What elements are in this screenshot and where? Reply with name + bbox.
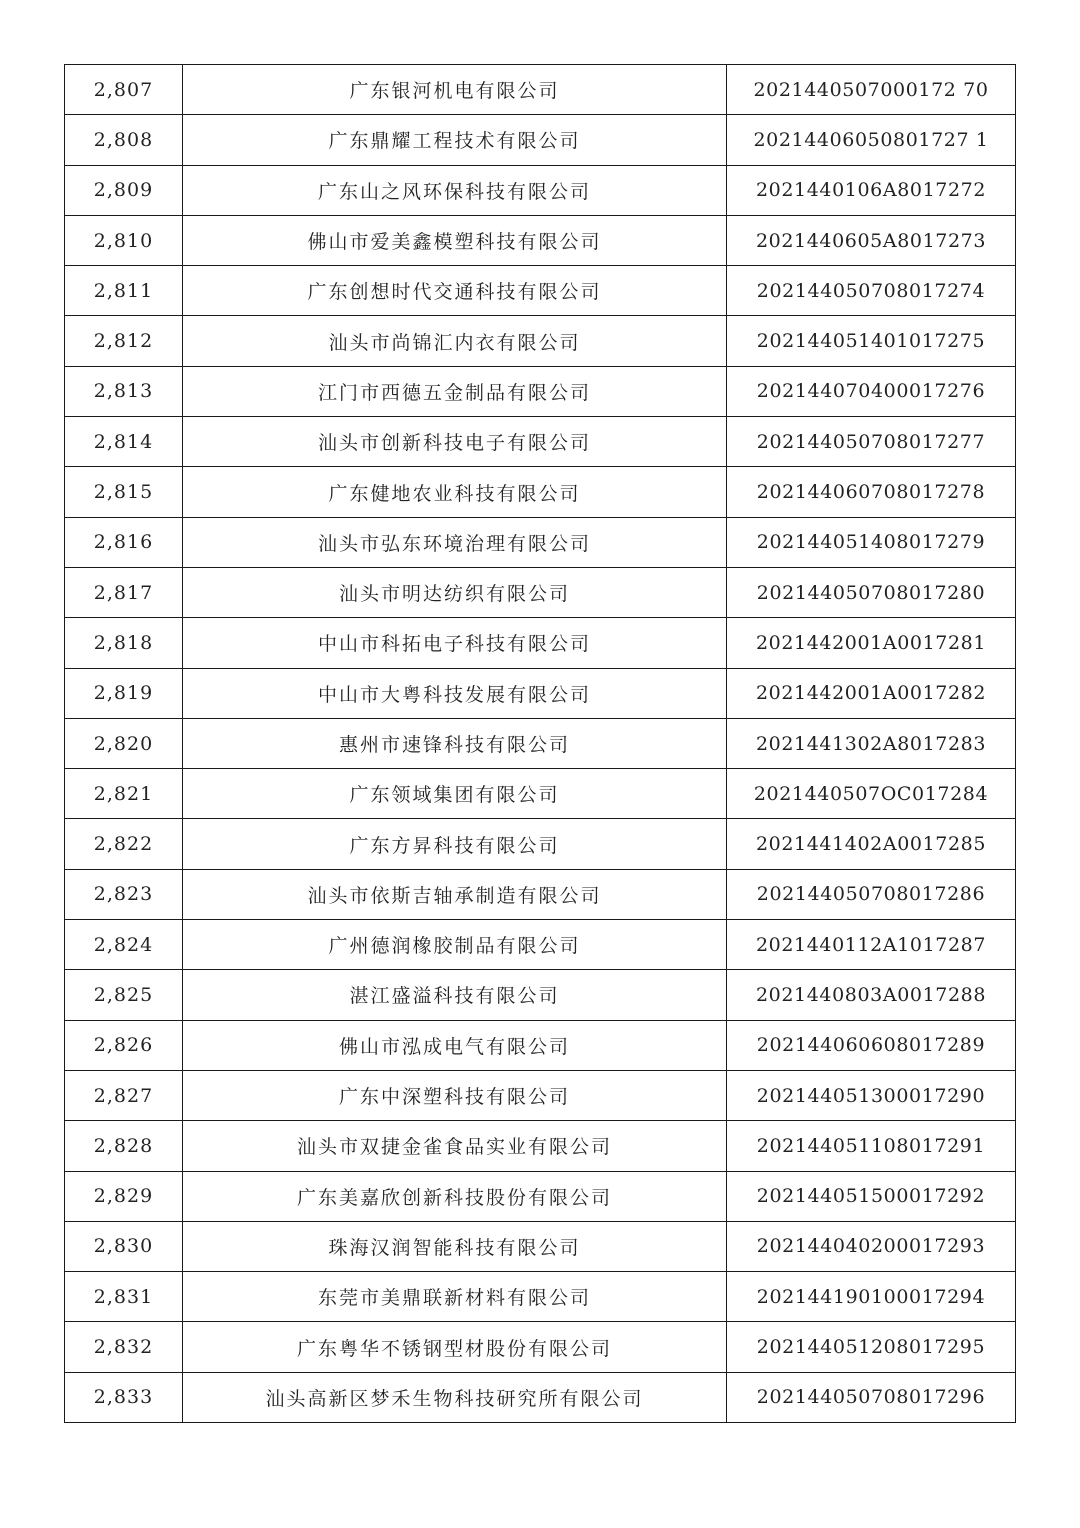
table-row: [65, 970, 1016, 1020]
certificate-number-cell: 202144050708017274: [727, 266, 1016, 316]
row-number-cell: 2,822: [65, 819, 183, 869]
company-name-cell: 东莞市美鼎联新材料有限公司: [183, 1272, 727, 1322]
table-row: [65, 65, 1016, 115]
row-number-cell: 2,826: [65, 1020, 183, 1070]
table-row: [65, 1070, 1016, 1120]
certificate-number-cell: 202144070400017276: [727, 366, 1016, 416]
table-row: [65, 869, 1016, 919]
row-number-cell: 2,809: [65, 165, 183, 215]
company-name-cell: 广东银河机电有限公司: [183, 65, 727, 115]
table-row: [65, 1020, 1016, 1070]
company-name-cell: 广东粤华不锈钢型材股份有限公司: [183, 1322, 727, 1372]
company-name-cell: 广东山之风环保科技有限公司: [183, 165, 727, 215]
row-number-cell: 2,828: [65, 1121, 183, 1171]
certificate-number-cell: 202144060708017278: [727, 467, 1016, 517]
table-row: [65, 1221, 1016, 1271]
table-row: [65, 467, 1016, 517]
row-number-cell: 2,819: [65, 668, 183, 718]
company-name-cell: 广东鼎耀工程技术有限公司: [183, 115, 727, 165]
certificate-number-cell: 202144190100017294: [727, 1272, 1016, 1322]
table-row: [65, 366, 1016, 416]
company-name-cell: 汕头高新区梦禾生物科技研究所有限公司: [183, 1372, 727, 1422]
row-number-cell: 2,807: [65, 65, 183, 115]
table-row: [65, 1372, 1016, 1422]
company-list-table: [64, 64, 1016, 1423]
row-number-cell: 2,832: [65, 1322, 183, 1372]
certificate-number-cell: 2021440803A0017288: [727, 970, 1016, 1020]
certificate-number-cell: 2021441402A0017285: [727, 819, 1016, 869]
company-name-cell: 珠海汉润智能科技有限公司: [183, 1221, 727, 1271]
company-name-cell: 汕头市弘东环境治理有限公司: [183, 517, 727, 567]
row-number-cell: 2,810: [65, 215, 183, 265]
company-name-cell: 汕头市依斯吉轴承制造有限公司: [183, 869, 727, 919]
company-name-cell: 汕头市明达纺织有限公司: [183, 567, 727, 617]
row-number-cell: 2,815: [65, 467, 183, 517]
certificate-number-cell: 2021440507OC017284: [727, 769, 1016, 819]
table-row: [65, 668, 1016, 718]
row-number-cell: 2,816: [65, 517, 183, 567]
row-number-cell: 2,823: [65, 869, 183, 919]
row-number-cell: 2,820: [65, 718, 183, 768]
certificate-number-cell: 202144050708017286: [727, 869, 1016, 919]
certificate-number-cell: 2021440106A8017272: [727, 165, 1016, 215]
row-number-cell: 2,831: [65, 1272, 183, 1322]
company-name-cell: 汕头市尚锦汇内衣有限公司: [183, 316, 727, 366]
company-name-cell: 广东领域集团有限公司: [183, 769, 727, 819]
company-name-cell: 佛山市爱美鑫模塑科技有限公司: [183, 215, 727, 265]
row-number-cell: 2,824: [65, 920, 183, 970]
table-row: [65, 567, 1016, 617]
table-row: [65, 1121, 1016, 1171]
table-row: [65, 266, 1016, 316]
table-row: [65, 215, 1016, 265]
certificate-number-cell: 2021440605A8017273: [727, 215, 1016, 265]
certificate-number-cell: 2021441302A8017283: [727, 718, 1016, 768]
row-number-cell: 2,813: [65, 366, 183, 416]
company-name-cell: 湛江盛溢科技有限公司: [183, 970, 727, 1020]
certificate-number-cell: 202144051500017292: [727, 1171, 1016, 1221]
table-row: [65, 769, 1016, 819]
row-number-cell: 2,827: [65, 1070, 183, 1120]
table-row: [65, 920, 1016, 970]
certificate-number-cell: 2021440112A1017287: [727, 920, 1016, 970]
certificate-number-cell: 2021442001A0017282: [727, 668, 1016, 718]
certificate-number-cell: 202144050708017277: [727, 417, 1016, 467]
certificate-number-cell: 202144050708017280: [727, 567, 1016, 617]
row-number-cell: 2,812: [65, 316, 183, 366]
row-number-cell: 2,825: [65, 970, 183, 1020]
certificate-number-cell: 2021440507000172 70: [727, 65, 1016, 115]
table-row: [65, 316, 1016, 366]
company-name-cell: 江门市西德五金制品有限公司: [183, 366, 727, 416]
company-name-cell: 汕头市创新科技电子有限公司: [183, 417, 727, 467]
certificate-number-cell: 202144051401017275: [727, 316, 1016, 366]
table-row: [65, 1272, 1016, 1322]
row-number-cell: 2,821: [65, 769, 183, 819]
table-row: [65, 417, 1016, 467]
certificate-number-cell: 202144060608017289: [727, 1020, 1016, 1070]
company-name-cell: 广东中深塑科技有限公司: [183, 1070, 727, 1120]
row-number-cell: 2,811: [65, 266, 183, 316]
company-name-cell: 广州德润橡胶制品有限公司: [183, 920, 727, 970]
row-number-cell: 2,817: [65, 567, 183, 617]
row-number-cell: 2,833: [65, 1372, 183, 1422]
certificate-number-cell: 20214406050801727 1: [727, 115, 1016, 165]
table-row: [65, 517, 1016, 567]
certificate-number-cell: 202144051208017295: [727, 1322, 1016, 1372]
company-name-cell: 中山市大粤科技发展有限公司: [183, 668, 727, 718]
company-name-cell: 广东美嘉欣创新科技股份有限公司: [183, 1171, 727, 1221]
row-number-cell: 2,808: [65, 115, 183, 165]
row-number-cell: 2,818: [65, 618, 183, 668]
table-row: [65, 718, 1016, 768]
table-row: [65, 165, 1016, 215]
certificate-number-cell: 202144051408017279: [727, 517, 1016, 567]
certificate-number-cell: 202144051300017290: [727, 1070, 1016, 1120]
company-name-cell: 广东健地农业科技有限公司: [183, 467, 727, 517]
row-number-cell: 2,814: [65, 417, 183, 467]
table-body: [65, 65, 1016, 1423]
company-name-cell: 佛山市泓成电气有限公司: [183, 1020, 727, 1070]
company-name-cell: 广东方昇科技有限公司: [183, 819, 727, 869]
table-row: [65, 618, 1016, 668]
company-name-cell: 汕头市双捷金雀食品实业有限公司: [183, 1121, 727, 1171]
company-name-cell: 中山市科拓电子科技有限公司: [183, 618, 727, 668]
certificate-number-cell: 2021442001A0017281: [727, 618, 1016, 668]
row-number-cell: 2,829: [65, 1171, 183, 1221]
table-row: [65, 819, 1016, 869]
certificate-number-cell: 202144050708017296: [727, 1372, 1016, 1422]
table-row: [65, 1322, 1016, 1372]
table-row: [65, 115, 1016, 165]
certificate-number-cell: 202144040200017293: [727, 1221, 1016, 1271]
row-number-cell: 2,830: [65, 1221, 183, 1271]
table-row: [65, 1171, 1016, 1221]
company-name-cell: 广东创想时代交通科技有限公司: [183, 266, 727, 316]
company-name-cell: 惠州市速锋科技有限公司: [183, 718, 727, 768]
certificate-number-cell: 202144051108017291: [727, 1121, 1016, 1171]
